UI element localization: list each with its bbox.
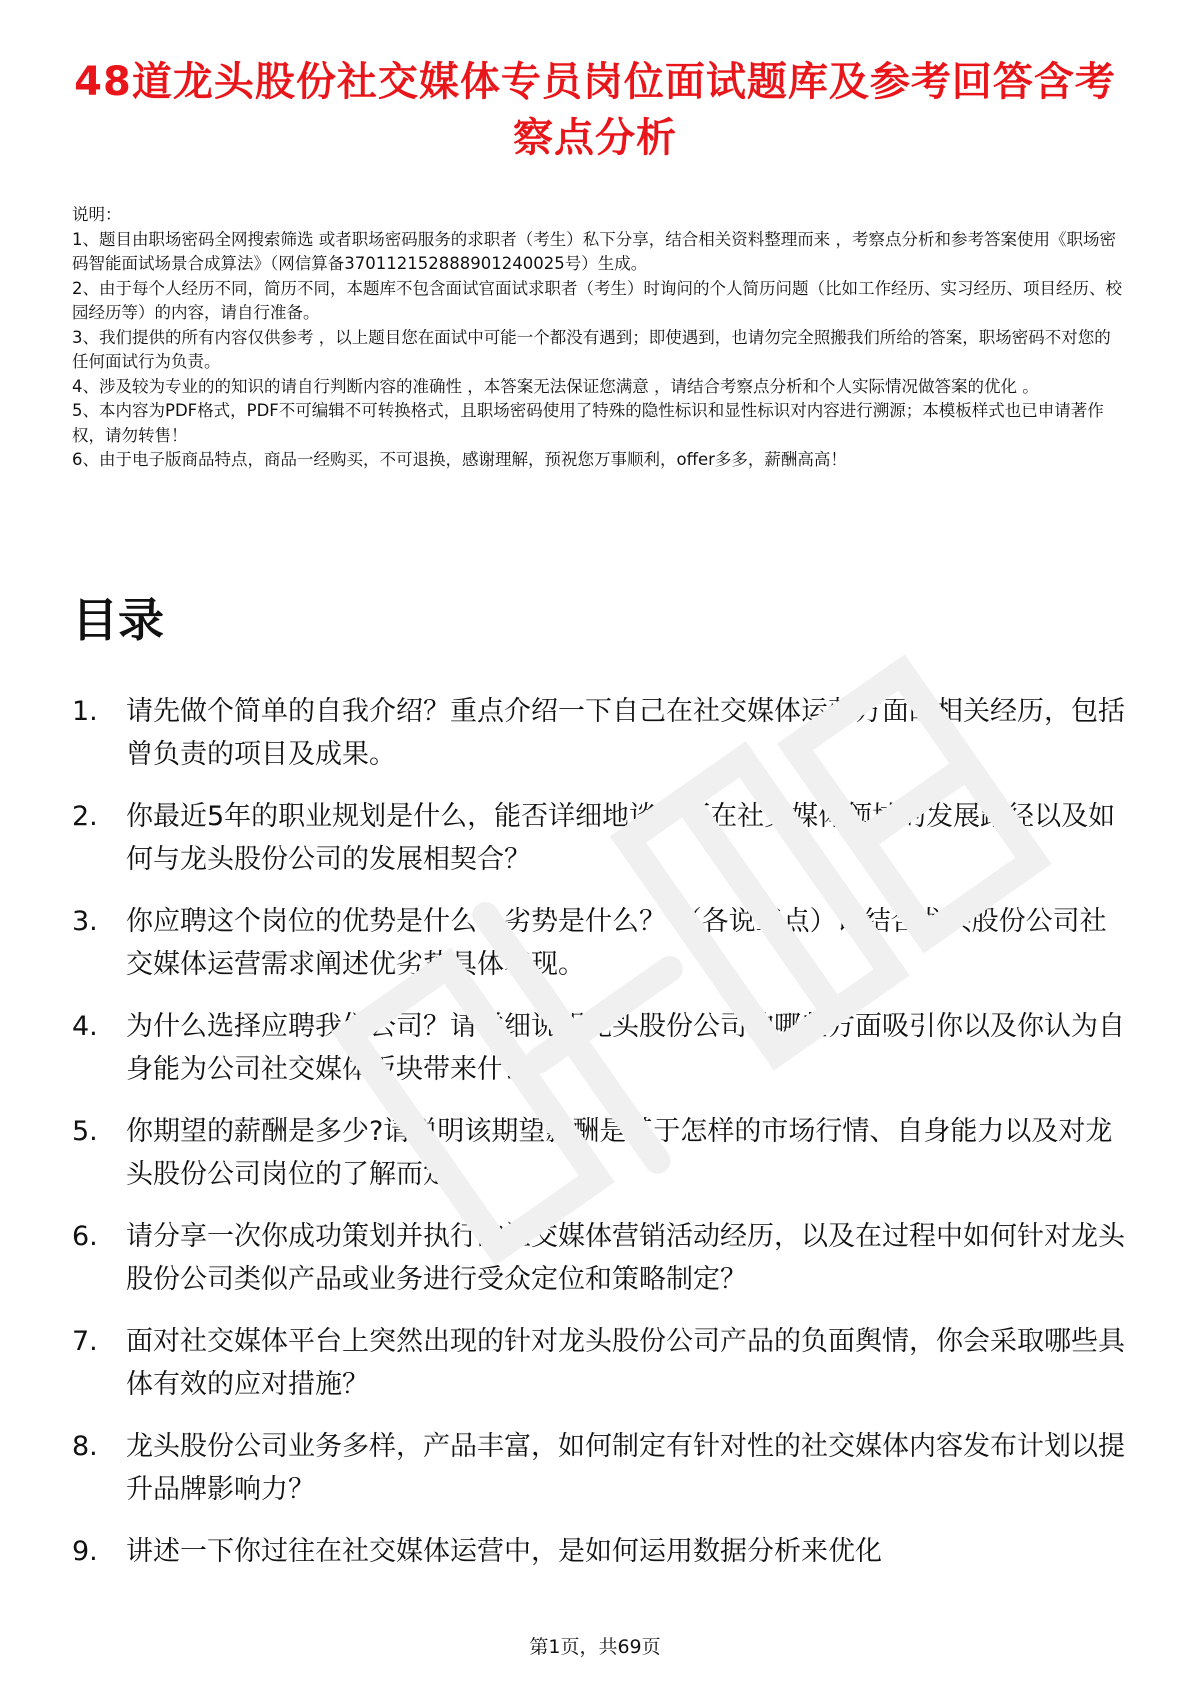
note-item-6: 6、由于电子版商品特点，商品一经购买，不可退换，感谢理解，预祝您万事顺利，offer多多，薪酬高高！: [72, 450, 847, 469]
note-item-3: 3、我们提供的所有内容仅供参考 ，以上题目您在面试中可能一个都没有遇到；即使遇到，也请勿完全照搬我们所给的答案，职场密码不对您的任何面试行为负责。: [72, 327, 1111, 371]
toc-item: [72, 900, 1132, 986]
toc-item: [72, 1530, 1132, 1573]
toc-item-number: 8.: [72, 1431, 98, 1462]
toc-item-number: 4.: [72, 1011, 98, 1042]
document-title: 48道龙头股份社交媒体专员岗位面试题库及参考回答含考察点分析: [74, 59, 1116, 161]
toc-item-number: 6.: [72, 1221, 98, 1252]
toc-item: [72, 690, 1132, 776]
note-item-5: 5、本内容为PDF格式，PDF不可编辑不可转换格式，且职场密码使用了特殊的隐性标识和显性标识对内容进行溯源；本模板样式也已申请著作权，请勿转售！: [72, 401, 1104, 445]
note-item-4: 4、涉及较为专业的的知识的请自行判断内容的准确性 ，本答案无法保证您满意 ，请结合考察点分析和个人实际情况做答案的优化 。: [72, 376, 1039, 396]
toc-item-text: 讲述一下你过往在社交媒体运营中，是如何运用数据分析来优化: [126, 1536, 882, 1567]
toc-item-number: 9.: [72, 1536, 98, 1567]
toc-heading: 目录: [72, 593, 164, 647]
toc-item-text: 你应聘这个岗位的优势是什么？劣势是什么？ （各说三点）请结合龙头股份公司社交媒体运营需求阐述优劣势具体表现。: [126, 906, 1107, 980]
note-item-1: 1、题目由职场密码全网搜索筛选 或者职场密码服务的求职者（考生）私下分享，结合相关资料整理而来 ，考察点分析和参考答案使用《职场密码智能面试场景合成算法》（网信算备370112152888901240025号）生成。: [72, 229, 1116, 273]
toc-item-text: 你最近5年的职业规划是什么，能否详细地谈一下在社交媒体领域的发展路径以及如何与龙头股份公司的发展相契合？: [126, 801, 1116, 875]
toc-item: [72, 1425, 1132, 1511]
toc-item-text: 为什么选择应聘我们公司？请详细说明龙头股份公司的哪些方面吸引你以及你认为自身能为公司社交媒体板块带来什么。: [126, 1011, 1125, 1085]
toc-item: [72, 1215, 1132, 1301]
toc-item-text: 面对社交媒体平台上突然出现的针对龙头股份公司产品的负面舆情，你会采取哪些具体有效的应对措施？: [126, 1326, 1125, 1400]
toc-item: [72, 795, 1132, 881]
notes-header: 说明：: [72, 205, 122, 224]
toc-item-number: 2.: [72, 801, 98, 832]
toc-item-number: 5.: [72, 1116, 98, 1147]
toc-item-number: 7.: [72, 1326, 98, 1357]
page-number: 第1页，共69页: [529, 1636, 661, 1658]
toc-item-number: 1.: [72, 696, 98, 727]
toc-item-text: 请先做个简单的自我介绍？重点介绍一下自己在社交媒体运营方面的相关经历，包括曾负责的项目及成果。: [126, 696, 1125, 770]
toc-item-text: 龙头股份公司业务多样，产品丰富，如何制定有针对性的社交媒体内容发布计划以提升品牌影响力？: [126, 1431, 1125, 1505]
toc-item-text: 请分享一次你成功策划并执行的社交媒体营销活动经历，以及在过程中如何针对龙头股份公司类似产品或业务进行受众定位和策略制定？: [126, 1221, 1125, 1295]
toc-item-number: 3.: [72, 906, 98, 937]
toc-item: [72, 1005, 1132, 1091]
toc-item: [72, 1110, 1132, 1196]
note-item-2: 2、由于每个人经历不同，简历不同，本题库不包含面试官面试求职者（考生）时询问的个人简历问题（比如工作经历、实习经历、项目经历、校园经历等）的内容，请自行准备。: [72, 278, 1122, 322]
table-of-contents: [72, 690, 1132, 1592]
toc-item-text: 你期望的薪酬是多少?请说明该期望薪酬是基于怎样的市场行情、自身能力以及对龙头股份公司岗位的了解而定。: [126, 1116, 1113, 1190]
toc-item: [72, 1320, 1132, 1406]
instructions-block: [72, 203, 1122, 473]
